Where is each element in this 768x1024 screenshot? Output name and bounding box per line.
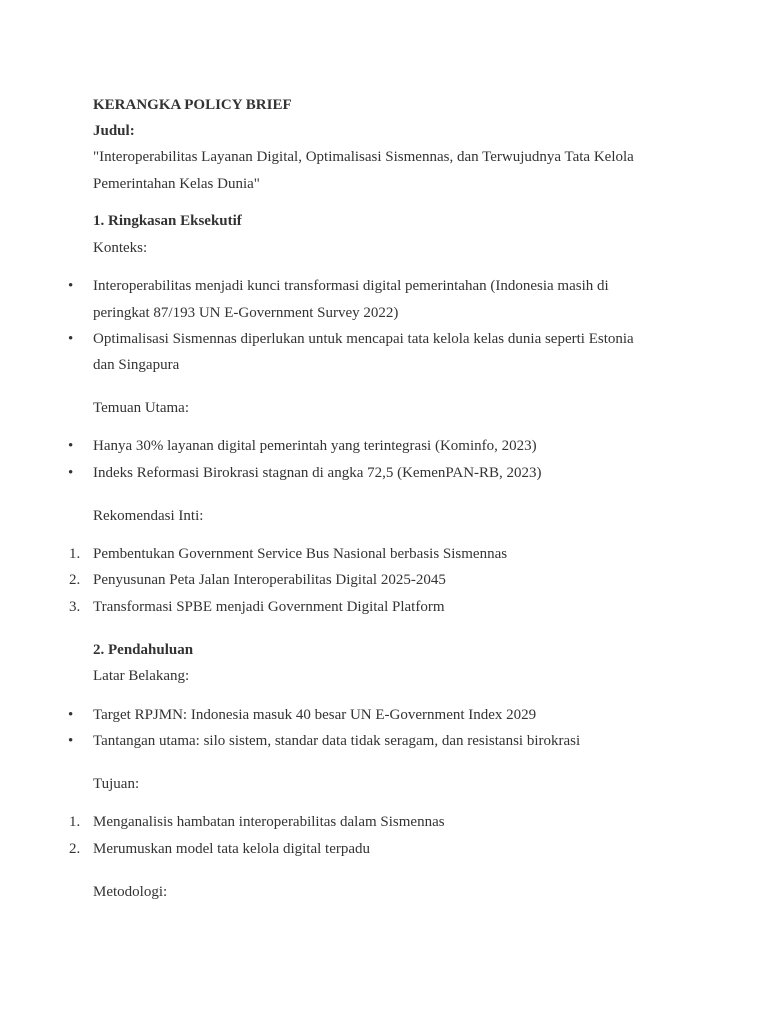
temuan-label: Temuan Utama: <box>93 400 189 416</box>
list-number: 2. <box>69 841 81 857</box>
list-number: 2. <box>69 572 81 588</box>
metodologi-label: Metodologi: <box>93 884 168 900</box>
bullet-marker: • <box>68 733 74 749</box>
list-number: 3. <box>69 599 81 615</box>
bullet-marker: • <box>68 707 74 723</box>
list-item-text: Transformasi SPBE menjadi Government Digital Platform <box>93 599 445 615</box>
bullet-marker: • <box>68 331 74 347</box>
list-item-text: Optimalisasi Sismennas diperlukan untuk mencapai tata kelola kelas dunia seperti Estonia <box>93 331 634 347</box>
list-item-text: Tantangan utama: silo sistem, standar data tidak seragam, dan resistansi birokrasi <box>93 733 581 749</box>
latar-label: Latar Belakang: <box>93 668 190 684</box>
konteks-label: Konteks: <box>93 240 148 256</box>
tujuan-label: Tujuan: <box>93 776 140 792</box>
list-item-text: peringkat 87/193 UN E-Government Survey 2022) <box>93 305 399 321</box>
judul-label: Judul: <box>93 123 135 139</box>
list-number: 1. <box>69 546 81 562</box>
document-title: KERANGKA POLICY BRIEF <box>93 97 292 113</box>
rekomendasi-label: Rekomendasi Inti: <box>93 508 204 524</box>
list-item-text: Pembentukan Government Service Bus Nasional berbasis Sismennas <box>93 546 508 562</box>
bullet-marker: • <box>68 438 74 454</box>
list-item-text: dan Singapura <box>93 357 180 373</box>
list-item-text: Interoperabilitas menjadi kunci transformasi digital pemerintahan (Indonesia masih di <box>93 278 609 294</box>
list-item-text: Target RPJMN: Indonesia masuk 40 besar UN E-Government Index 2029 <box>93 707 537 723</box>
list-item-text: Menganalisis hambatan interoperabilitas dalam Sismennas <box>93 814 445 830</box>
section-2-heading: 2. Pendahuluan <box>93 642 194 658</box>
list-item-text: Hanya 30% layanan digital pemerintah yang terintegrasi (Kominfo, 2023) <box>93 438 537 454</box>
list-item-text: Penyusunan Peta Jalan Interoperabilitas Digital 2025-2045 <box>93 572 446 588</box>
judul-text-line-2: Pemerintahan Kelas Dunia" <box>93 176 260 192</box>
section-1-heading: 1. Ringkasan Eksekutif <box>93 213 242 229</box>
list-item-text: Merumuskan model tata kelola digital terpadu <box>93 841 371 857</box>
list-item-text: Indeks Reformasi Birokrasi stagnan di angka 72,5 (KemenPAN-RB, 2023) <box>93 465 542 481</box>
bullet-marker: • <box>68 278 74 294</box>
list-number: 1. <box>69 814 81 830</box>
judul-text-line-1: "Interoperabilitas Layanan Digital, Optimalisasi Sismennas, dan Terwujudnya Tata Kelola <box>93 149 634 165</box>
bullet-marker: • <box>68 465 74 481</box>
